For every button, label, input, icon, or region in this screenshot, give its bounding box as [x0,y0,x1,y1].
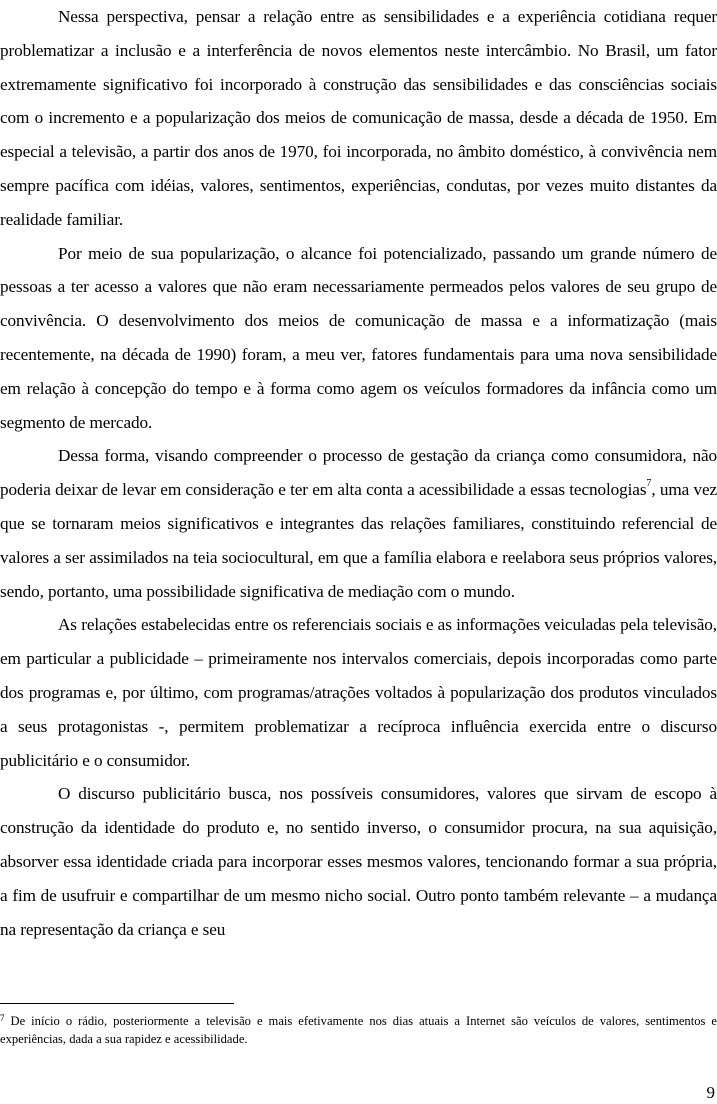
footnote [0,1012,717,1048]
paragraph-5: O discurso publicitário busca, nos possíveis consumidores, valores que sirvam de escopo à construção da identidade do produto e, no sentido inverso, o consumidor procura, na sua aquisição, absorver essa identidade criada para incorporar esses mesmos valores, tencionando formar a sua própria, a fim de usufruir e compartilhar de um mesmo nicho social. Outro ponto também relevante – a mudança na representação da criança e seu [0,784,717,939]
paragraph-3-text-after: , uma vez que se tornaram meios significativos e integrantes das relações familiares, constituindo referencial de valores a ser assimilados na teia sociocultural, em que a família elabora e reelabora seus próprios valores, sendo, portanto, uma possibilidade significativa de mediação com o mundo. [0,480,717,601]
paragraph-1: Nessa perspectiva, pensar a relação entre as sensibilidades e a experiência cotidiana requer problematizar a inclusão e a interferência de novos elementos neste intercâmbio. No Brasil, um fator extremamente significativo foi incorporado à construção das sensibilidades e das consciências sociais com o incremento e a popularização dos meios de comunicação de massa, desde a década de 1950. Em especial a televisão, a partir dos anos de 1970, foi incorporada, no âmbito doméstico, à convivência nem sempre pacífica com idéias, valores, sentimentos, experiências, condutas, por vezes muito distantes da realidade familiar. [0,7,717,229]
paragraph-4: As relações estabelecidas entre os referenciais sociais e as informações veiculadas pela televisão, em particular a publicidade – primeiramente nos intervalos comerciais, depois incorporadas como parte dos programas e, por último, com programas/atrações voltados à popularização dos produtos vinculados a seus protagonistas -, permitem problematizar a recíproca influência exercida entre o discurso publicitário e o consumidor. [0,615,717,770]
paragraph-3 [0,439,717,608]
paragraph-2: Por meio de sua popularização, o alcance foi potencializado, passando um grande número de pessoas a ter acesso a valores que não eram necessariamente permeados pelos valores de seu grupo de convivência. O desenvolvimento dos meios de comunicação de massa e a informatização (mais recentemente, na década de 1990) foram, a meu ver, fatores fundamentais para uma nova sensibilidade em relação à concepção do tempo e à forma como agem os veículos formadores da infância como um segmento de mercado. [0,243,717,432]
footnote-text: De início o rádio, posteriormente a televisão e mais efetivamente nos dias atuais a Internet são veículos de valores, sentimentos e experiências, dada a sua rapidez e acessibilidade. [0,1014,717,1046]
footnote-separator [0,1003,234,1004]
page-number: 9 [706,1083,715,1102]
paragraph-3-text-before: Dessa forma, visando compreender o processo de gestação da criança como consumidora, não poderia deixar de levar em consideração e ter em alta conta a acessibilidade a essas tecnologias [0,446,717,500]
footnote-reference: 7 [646,478,652,490]
footnote-number: 7 [0,1012,5,1023]
